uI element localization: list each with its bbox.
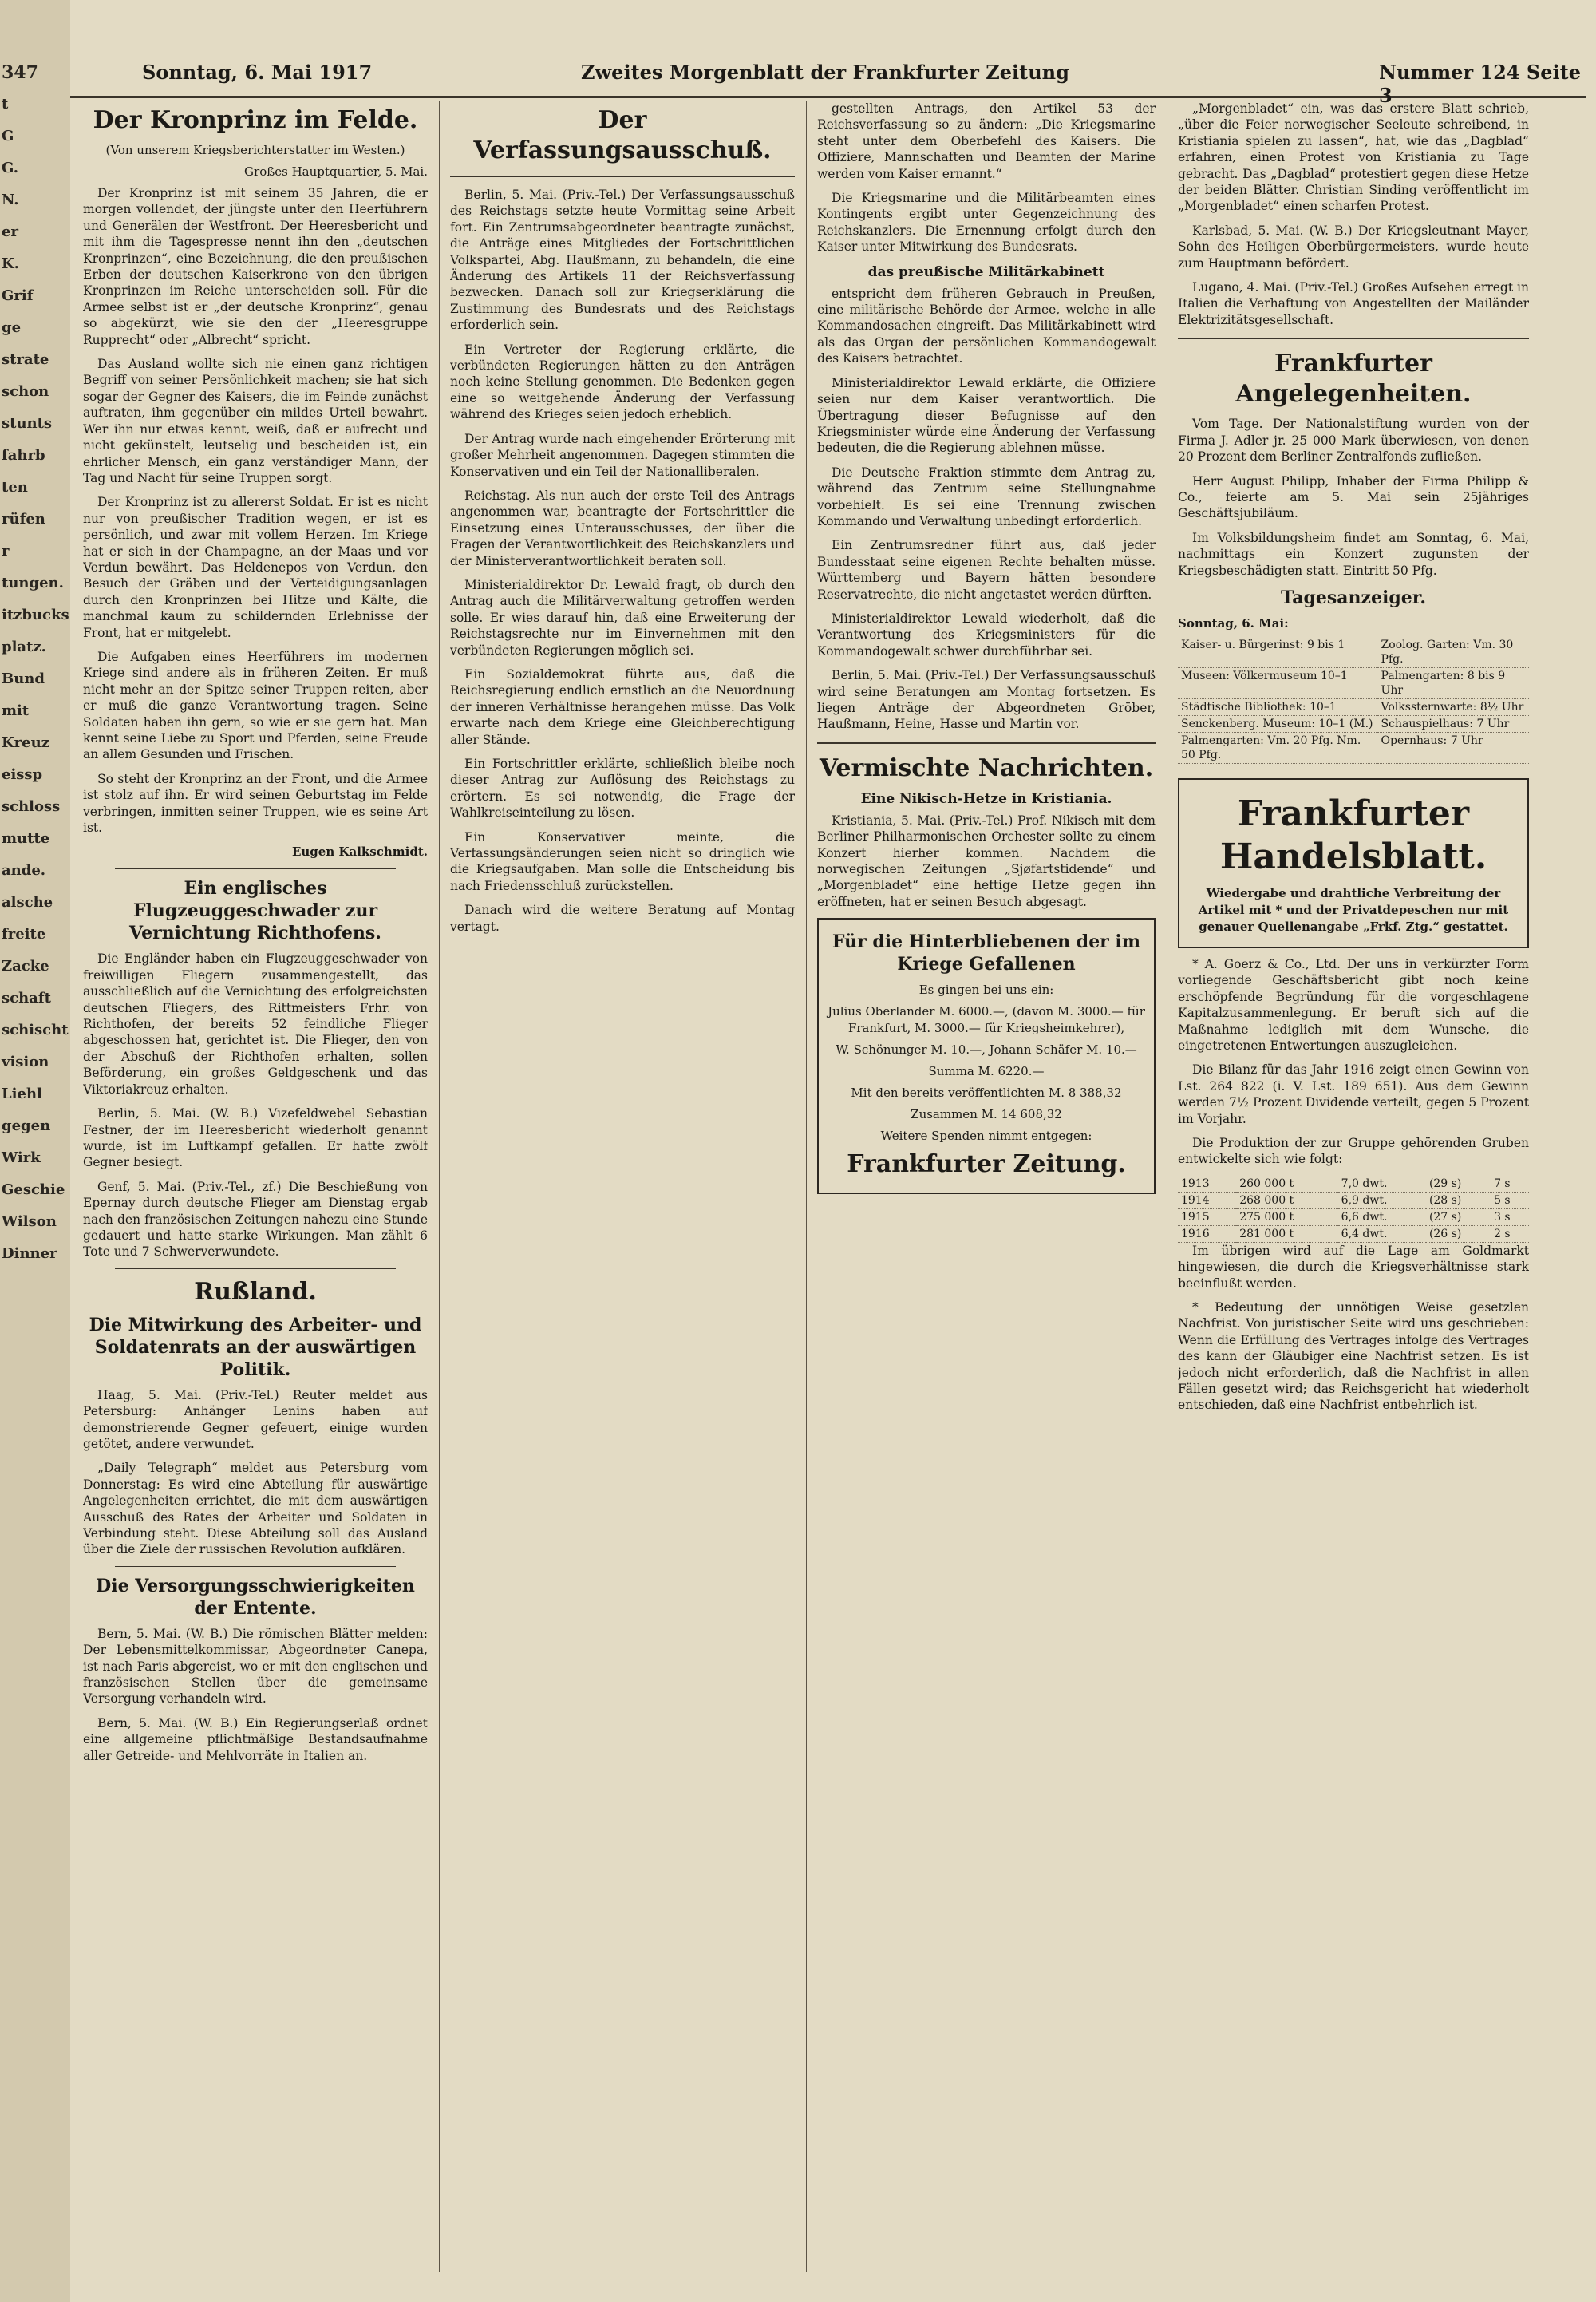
production-table xyxy=(1178,1176,1529,1243)
tagesanzeiger-title: Tagesanzeiger. xyxy=(1281,587,1426,608)
strip-fragment: freite xyxy=(2,926,46,943)
paragraph: Berlin, 5. Mai. (W. B.) Vizefeldwebel Sebastian Festner, der im Heeresbericht wiederholt genannt wurde, ist im Luftkampf gefallen. Er hatte zwölf Gegner besiegt. xyxy=(83,1106,428,1170)
column-rule xyxy=(806,101,807,2272)
table-cell: 281 000 t xyxy=(1236,1225,1337,1242)
table-cell: 7 s xyxy=(1491,1176,1529,1193)
article-signature: Eugen Kalkschmidt. xyxy=(291,844,428,860)
paragraph: Bern, 5. Mai. (W. B.) Ein Regierungserlaß ordnet eine allgemeine pflichtmäßige Bestandsaufnahme aller Getreide- und Mehlvorräte in Italien an. xyxy=(83,1715,428,1763)
article-subtitle: Eine Nikisch-Hetze in Kristiania. xyxy=(860,790,1112,807)
table-cell: 6,4 dwt. xyxy=(1338,1225,1426,1242)
paragraph: Weitere Spenden nimmt entgegen: xyxy=(880,1129,1092,1144)
table-row xyxy=(1178,1225,1529,1242)
strip-fragment: Liehl xyxy=(2,1086,42,1102)
paragraph: Mit den bereits veröffentlichten M. 8 388,32 xyxy=(851,1086,1122,1101)
strip-fragment: schischt xyxy=(2,1022,69,1038)
article-body xyxy=(450,187,795,935)
column-3 xyxy=(817,101,1156,2272)
paragraph: Der Antrag wurde nach eingehender Erörterung mit großer Mehrheit angenommen. Dagegen stimmten die Konservativen und ein Teil der Nationalliberalen. xyxy=(450,431,795,479)
table-cell: Palmengarten: 8 bis 9 Uhr xyxy=(1378,667,1529,698)
table-cell: Palmengarten: Vm. 20 Pfg. Nm. 50 Pfg. xyxy=(1178,732,1378,763)
donation-title: Für die Hinterbliebenen der im Kriege Gefallenen xyxy=(832,931,1141,975)
paragraph: Julius Oberlander M. 6000.—, (davon M. 3000.— für Frankfurt, M. 3000.— für Kriegsheimkehrer), xyxy=(828,1004,1145,1036)
table-cell: Zoolog. Garten: Vm. 30 Pfg. xyxy=(1378,637,1529,668)
strip-fragment: K. xyxy=(2,255,19,272)
tagesanzeiger-date: Sonntag, 6. Mai: xyxy=(1178,615,1289,631)
paragraph: „Daily Telegraph“ meldet aus Petersburg vom Donnerstag: Es wird eine Abteilung für auswärtige Angelegenheiten errichtet, die mit dem auswärtigen Ausschuß des Rates der Arbeiter und Soldaten in Verbindung steht. Diese Abteilung soll das Ausland über die Ziele der russischen Revolution aufklären. xyxy=(83,1461,428,1557)
paragraph: Ministerialdirektor Lewald erklärte, die Offiziere seien nur dem Kaiser verantwortlich. Die Übertragung dieser Befugnisse auf den Kriegsminister würde eine Änderung der Verfassung bedeuten, die die Regierung ablehnen müsse. xyxy=(817,375,1156,456)
paragraph: Die Bilanz für das Jahr 1916 zeigt einen Gewinn von Lst. 264 822 (i. V. Lst. 189 651). Aus dem Gewinn werden 7½ Prozent Dividende verteilt, gegen 5 Prozent im Vorjahr. xyxy=(1178,1062,1529,1126)
strip-fragment: schaft xyxy=(2,990,51,1007)
donation-box xyxy=(817,918,1156,1194)
strip-fragment: r xyxy=(2,543,10,560)
paragraph: Herr August Philipp, Inhaber der Firma Philipp & Co., feierte am 5. Mai sein 25jähriges Geschäftsjubiläum. xyxy=(1178,473,1529,521)
paragraph: Ein Fortschrittler erklärte, schließlich bleibe noch dieser Antrag zur Auflösung des Reichstags zu erörtern. Es sei notwendig, die Frage der Wahlkreiseinteilung zu lösen. xyxy=(450,757,795,821)
strip-fragment: alsche xyxy=(2,894,53,911)
table-cell: 268 000 t xyxy=(1236,1192,1337,1208)
paragraph: Zusammen M. 14 608,32 xyxy=(911,1107,1062,1122)
table-cell: 7,0 dwt. xyxy=(1338,1176,1426,1193)
handelsblatt-note: Wiedergabe und drahtliche Verbreitung der Artikel mit * und der Privatdepeschen nur mit genauer Quellenangabe „Frkf. Ztg.“ gestattet. xyxy=(1198,885,1509,934)
table-cell: 275 000 t xyxy=(1236,1208,1337,1225)
strip-fragment: ten xyxy=(2,479,28,496)
article-body xyxy=(83,951,428,1260)
strip-fragment: Geschie xyxy=(2,1181,65,1198)
paragraph: gestellten Antrags, den Artikel 53 der Reichsverfassung so zu ändern: „Die Kriegsmarine steht unter dem Oberbefehl des Kaisers. Die Offiziere, Mannschaften und Beamten der Marine werden vom Kaiser ernannt.“ xyxy=(817,101,1156,181)
masthead-title: Zweites Morgenblatt der Frankfurter Zeitung xyxy=(581,61,1069,84)
article-body xyxy=(1178,101,1529,328)
strip-fragment: Bund xyxy=(2,670,45,687)
donation-list xyxy=(827,982,1146,1145)
handelsblatt-header xyxy=(1178,778,1529,948)
paragraph: Ein Vertreter der Regierung erklärte, die verbündeten Regierungen hätten zu den Anträgen noch keine Stellung genommen. Die Bedenken gegen eine so weitgehende Änderung der Verfassung während des Krieges seien jedoch erheblich. xyxy=(450,342,795,422)
section-subhead: das preußische Militärkabinett xyxy=(867,263,1105,280)
column-rule xyxy=(439,101,440,2272)
strip-fragment: t xyxy=(2,96,9,113)
table-cell: Volkssternwarte: 8½ Uhr xyxy=(1378,698,1529,715)
paragraph: Lugano, 4. Mai. (Priv.-Tel.) Großes Aufsehen erregt in Italien die Verhaftung von Angestellten der Mailänder Elektrizitätsgesellschaft. xyxy=(1178,280,1529,327)
paragraph: Ministerialdirektor Dr. Lewald fragt, ob durch den Antrag auch die Militärverwaltung getroffen werden solle. Er wies darauf hin, daß eine Erweiterung der Reichstagsrechte nur im Einvernehmen mit den verbündeten Regierungen möglich sei. xyxy=(450,577,795,658)
strip-fragment: G. xyxy=(2,160,18,176)
article-title: Der Kronprinz im Felde. xyxy=(93,106,418,134)
handelsblatt-title: Frankfurter Handelsblatt. xyxy=(1219,793,1487,877)
paragraph: Vom Tage. Der Nationalstiftung wurden von der Firma J. Adler jr. 25 000 Mark überwiesen, von denen 20 Prozent dem Berliner Zentralfonds zufließen. xyxy=(1178,417,1529,465)
table-cell: 1914 xyxy=(1178,1192,1236,1208)
paragraph: Haag, 5. Mai. (Priv.-Tel.) Reuter meldet aus Petersburg: Anhänger Lenins haben auf demonstrierende Gegner gefeuert, einige wurden getötet, andere verwundet. xyxy=(83,1387,428,1451)
strip-fragment: ande. xyxy=(2,862,46,879)
paragraph: „Morgenbladet“ ein, was das erstere Blatt schrieb, „über die Feier norwegischer Seeleute schreibend, in Kristiania spielen zu lassen“, hat, wie das „Dagblad“ erfahren, einen Protest von Kristiania zu Tage gebracht. Das „Dagblad“ protestiert gegen diese Hetze der beiden Blätter. Christian Sinding veröffentlicht im „Morgenbladet“ einen scharfen Protest. xyxy=(1178,101,1529,214)
table-row xyxy=(1178,637,1529,668)
table-cell: Schauspielhaus: 7 Uhr xyxy=(1378,715,1529,732)
section-title: Frankfurter Angelegenheiten. xyxy=(1235,350,1472,409)
table-cell: 1915 xyxy=(1178,1208,1236,1225)
section-title: Vermischte Nachrichten. xyxy=(819,753,1154,782)
table-cell: 3 s xyxy=(1491,1208,1529,1225)
strip-fragment: mutte xyxy=(2,830,50,847)
paragraph: Summa M. 6220.— xyxy=(928,1064,1045,1079)
paragraph: Reichstag. Als nun auch der erste Teil des Antrags angenommen war, beantragte der Fortschrittler die Einsetzung eines Unterausschusses, der über die Fragen der Verantwortlichkeit des Reichskanzlers und der Ministerverantwortlichkeit beraten soll. xyxy=(450,488,795,568)
masthead-date: Sonntag, 6. Mai 1917 xyxy=(142,61,373,84)
paragraph: Ministerialdirektor Lewald wiederholt, daß die Verantwortung des Kriegsministers für die Kommandogewalt schwer durchführbar sei. xyxy=(817,611,1156,659)
tagesanzeiger-table xyxy=(1178,637,1529,764)
strip-fragment: schon xyxy=(2,383,49,400)
table-row xyxy=(1178,732,1529,763)
strip-fragment: schloss xyxy=(2,798,61,815)
table-row xyxy=(1178,667,1529,698)
paragraph: Ein Konservativer meinte, die Verfassungsänderungen seien nicht so dringlich wie die Kriegsaufgaben. Man solle die Entscheidung bis nach Friedensschluß zurückstellen. xyxy=(450,829,795,893)
paragraph: Berlin, 5. Mai. (Priv.-Tel.) Der Verfassungsausschuß wird seine Beratungen am Montag fortsetzen. Es liegen Anträge der Abgeordneten Gröber, Haußmann, Heine, Hasse und Martin vor. xyxy=(817,668,1156,732)
article-title: Die Versorgungsschwierigkeiten der Entente. xyxy=(96,1575,415,1619)
left-strip-fragments xyxy=(0,96,70,1263)
paragraph: Es gingen bei uns ein: xyxy=(918,983,1054,998)
paragraph: Bern, 5. Mai. (W. B.) Die römischen Blätter melden: Der Lebensmittelkommissar, Abgeordneter Canepa, ist nach Paris abgereist, wo er mit den englischen und französischen Stellen über die gemeinsame Versorgung verhandeln wird. xyxy=(83,1626,428,1707)
table-row xyxy=(1178,715,1529,732)
paragraph: Genf, 5. Mai. (Priv.-Tel., zf.) Die Beschießung von Epernay durch deutsche Flieger am Dienstag ergab nach den französischen Zeitungen nahezu eine Stunde gedauert und hatte starke Wirkungen. Man zählt 6 Tote und 7 Schwerverwundete. xyxy=(83,1179,428,1260)
paragraph: Ein Sozialdemokrat führte aus, daß die Reichsregierung endlich ernstlich an die Neuordnung der inneren Verhältnisse herangehen müsse. Das Volk erwarte nach dem Kriege eine Gleichberechtigung aller Stände. xyxy=(450,666,795,747)
masthead-issue: Nummer 124 Seite 3 xyxy=(1379,61,1581,107)
strip-fragment: er xyxy=(2,223,18,240)
article-title: Ein englisches Flugzeuggeschwader zur Vernichtung Richthofens. xyxy=(129,878,381,944)
strip-fragment: N. xyxy=(2,192,19,208)
article-body xyxy=(83,185,428,836)
strip-fragment: Kreuz xyxy=(2,734,49,751)
paragraph: Die Aufgaben eines Heerführers im modernen Kriege sind andere als in früheren Zeiten. Er muß nicht mehr an der Spitze seiner Truppen reiten, aber er muß die ganze Verantwortung tragen. Seine Soldaten haben ihn gern, so wie er sie gern hat. Man kennt seine Liebe zu Sport und Pferden, seine Freude an allem Gesunden und Frischen. xyxy=(83,649,428,762)
strip-fragment: Wilson xyxy=(2,1213,57,1230)
article-body xyxy=(817,813,1156,910)
column-1 xyxy=(83,101,428,2272)
strip-fragment: stunts xyxy=(2,415,53,432)
paragraph: Danach wird die weitere Beratung auf Montag vertagt. xyxy=(450,903,795,934)
adjacent-page-strip xyxy=(0,0,70,2302)
paragraph: Der Kronprinz ist mit seinem 35 Jahren, die er morgen vollendet, der jüngste unter den Heerführern und Generälen der Westfront. Der Heeresbericht und mit ihm die Tagespresse nennt ihn den „deutschen Kronprinzen“, eine Bezeichnung, die den preußischen Erben der deutschen Kaiserkrone von den übrigen Kronprinzen im Reiche unterscheiden soll. Für die Armee selbst ist er „der deutsche Kronprinz“, genau so abgekürzt, wie sie den der „Heeresgruppe Rupprecht“ oder „Albrecht“ spricht. xyxy=(83,186,428,347)
paragraph: Die Deutsche Fraktion stimmte dem Antrag zu, während das Zentrum seine Stellungnahme vorbehielt. Es sei eine Trennung zwischen Kommando und Verwaltung unbedingt erforderlich. xyxy=(817,465,1156,528)
table-cell: 5 s xyxy=(1491,1192,1529,1208)
strip-fragment: fahrb xyxy=(2,447,45,464)
article-body xyxy=(1178,1243,1529,1414)
table-cell: Städtische Bibliothek: 10–1 xyxy=(1178,698,1378,715)
strip-fragment: vision xyxy=(2,1054,49,1070)
donation-footer: Frankfurter Zeitung. xyxy=(847,1150,1126,1179)
strip-fragment: gegen xyxy=(2,1117,51,1134)
table-row xyxy=(1178,1192,1529,1208)
article-title: Die Mitwirkung des Arbeiter- und Soldatenrats an der auswärtigen Politik. xyxy=(89,1314,422,1380)
strip-fragment: strate xyxy=(2,351,49,368)
article-body xyxy=(817,286,1156,733)
article-body xyxy=(83,1626,428,1764)
paragraph: So steht der Kronprinz an der Front, und die Armee ist stolz auf ihn. Er wird seinen Geburtstag im Felde verbringen, inmitten seiner Truppen, wie es seine Art ist. xyxy=(83,771,428,836)
table-cell: 2 s xyxy=(1491,1225,1529,1242)
article-body xyxy=(83,1387,428,1558)
strip-fragment: Wirk xyxy=(2,1149,41,1166)
paragraph: Die Produktion der zur Gruppe gehörenden Gruben entwickelte sich wie folgt: xyxy=(1178,1136,1529,1167)
paragraph: Ein Zentrumsredner führt aus, daß jeder Bundesstaat seine eigenen Rechte behalten müsse. Württemberg und Bayern hätten besondere Reservatrechte, die nicht angetastet werden dürften. xyxy=(817,538,1156,602)
section-title: Rußland. xyxy=(194,1277,317,1306)
paragraph: entspricht dem früheren Gebrauch in Preußen, eine militärische Behörde der Armee, welche in alle Kommandosachen eingreift. Das Militärkabinett wird als das Organ der persönlichen Kommandogewalt des Kaisers betrachtet. xyxy=(817,286,1156,366)
left-page-number: 347 xyxy=(2,62,38,83)
paragraph: * Bedeutung der unnötigen Weise gesetzlen Nachfrist. Von juristischer Seite wird uns geschrieben: Wenn die Erfüllung des Vertrages infolge des Vertrages des kann der Gläubiger eine Nachfrist setzen. Es ist jedoch nicht erforderlich, daß die Nachfrist in allen Fällen gesetzt wird; das Reichsgericht hat wiederholt entschieden, daß eine Nachfrist entbehrlich ist. xyxy=(1178,1300,1529,1413)
dateline: Großes Hauptquartier, 5. Mai. xyxy=(244,164,428,179)
table-cell: 1916 xyxy=(1178,1225,1236,1242)
table-cell: 6,6 dwt. xyxy=(1338,1208,1426,1225)
table-cell: 260 000 t xyxy=(1236,1176,1337,1193)
table-cell: 6,9 dwt. xyxy=(1338,1192,1426,1208)
table-cell: Opernhaus: 7 Uhr xyxy=(1378,732,1529,763)
strip-fragment: mit xyxy=(2,702,30,719)
strip-fragment: platz. xyxy=(2,639,46,655)
table-cell: Museen: Völkermuseum 10–1 xyxy=(1178,667,1378,698)
strip-fragment: eissp xyxy=(2,766,43,783)
paragraph: Berlin, 5. Mai. (Priv.-Tel.) Der Verfassungsausschuß des Reichstags setzte heute Vormittag seine Arbeit fort. Ein Zentrumsabgeordneter beantragte zunächst, die Anträge eines Mitgliedes der Fortschrittlichen Volkspartei, Abg. Haußmann, zu behandeln, die eine Änderung des Artikels 11 der Reichsverfassung bezwecken. Danach soll zur Kriegserklärung die Zustimmung des Bundesrats und des Reichstags erforderlich sein. xyxy=(450,188,795,333)
article-body xyxy=(1178,416,1529,579)
strip-fragment: itzbucks xyxy=(2,607,69,623)
article-subtitle: (Von unserem Kriegsberichterstatter im Westen.) xyxy=(105,143,405,157)
article-body xyxy=(817,101,1156,255)
paragraph: Die Engländer haben ein Flugzeuggeschwader von freiwilligen Fliegern zusammengestellt, das ausschließlich auf die Vernichtung des erfolgreichsten deutschen Fliegers, des Rittmeisters Frhr. von Richthofen, der bereits 52 feindliche Flieger abgeschossen hat, gerichtet ist. Die Flieger, den von der Abschuß der Richthofen erhalten, sollen Beförderung, ein großes Geldgeschenk und das Viktoriakreuz erhalten. xyxy=(83,951,428,1097)
table-row xyxy=(1178,1208,1529,1225)
article-title: Der Verfassungsausschuß. xyxy=(473,106,772,164)
paragraph: Die Kriegsmarine und die Militärbeamten eines Kontingents ergibt unter Gegenzeichnung des Reichskanzlers. Die Ernennung erfolgt durch den Kaiser unter Mitwirkung des Bundesrats. xyxy=(817,191,1156,255)
table-cell: Senckenberg. Museum: 10–1 (M.) xyxy=(1178,715,1378,732)
paragraph: W. Schönunger M. 10.—, Johann Schäfer M. 10.— xyxy=(836,1042,1137,1058)
paragraph: Der Kronprinz ist zu allererst Soldat. Er ist es nicht nur von preußischer Tradition wegen, er ist es persönlich, und zwar mit vollem Herzen. Im Kriege hat er sich in der Champagne, an der Maas und vor Verdun bewährt. Das Heldenepos von Verdun, den Besuch der Gräben und der Verteidigungsanlagen durch den Kronprinzen bei Hitze und Kälte, die manchmal kaum zu schildernden Erlebnisse der Front, hat er mitgelebt. xyxy=(83,495,428,640)
paragraph: Das Ausland wollte sich nie einen ganz richtigen Begriff von seiner Persönlichkeit machen; sie hat sich sogar der Gegner des Kaisers, die im Feinde zunächst auftraten, ihm gegenüber ein mildes Urteil bewahrt. Wer ihn nur etwas kennt, weiß, daß er aufrecht und nicht gekünstelt, leutselig und bescheiden ist, ein ehrlicher Mensch, ein ganz verständiger Mann, der Tag und Nacht für seine Truppen sorgt. xyxy=(83,357,428,485)
paragraph: Kristiania, 5. Mai. (Priv.-Tel.) Prof. Nikisch mit dem Berliner Philharmonischen Orchester sollte zu einem Konzert hierher kommen. Nachdem die norwegischen Zeitungen „Sjøfartstidende“ und „Morgenbladet“ eine heftige Hetze gegen ihn eröffneten, hat er seinen Besuch abgesagt. xyxy=(817,813,1156,909)
article-body xyxy=(1178,956,1529,1168)
table-row xyxy=(1178,1176,1529,1193)
column-2 xyxy=(450,101,795,2272)
table-cell: (28 s) xyxy=(1426,1192,1491,1208)
masthead xyxy=(70,48,1586,107)
strip-fragment: Grif xyxy=(2,287,34,304)
strip-fragment: tungen. xyxy=(2,575,64,591)
table-cell: (27 s) xyxy=(1426,1208,1491,1225)
table-cell: Kaiser- u. Bürgerinst: 9 bis 1 xyxy=(1178,637,1378,668)
strip-fragment: Dinner xyxy=(2,1245,57,1262)
strip-fragment: ge xyxy=(2,319,22,336)
column-4 xyxy=(1178,101,1529,2272)
strip-fragment: G xyxy=(2,128,14,144)
paragraph: * A. Goerz & Co., Ltd. Der uns in verkürzter Form vorliegende Geschäftsbericht gibt noch keine erschöpfende Begründung für die vorgeschlagene Kapitalzusammenlegung. Er beruft sich auf die Maßnahme lediglich mit dem Wunsche, die eingetretenen Entwertungen auszugleichen. xyxy=(1178,956,1529,1053)
strip-fragment: Zacke xyxy=(2,958,49,975)
paragraph: Im übrigen wird auf die Lage am Goldmarkt hingewiesen, die durch die Kriegsverhältnisse stark beeinflußt werden. xyxy=(1178,1243,1529,1291)
table-cell: (26 s) xyxy=(1426,1225,1491,1242)
table-cell: 1913 xyxy=(1178,1176,1236,1193)
table-row xyxy=(1178,698,1529,715)
paragraph: Im Volksbildungsheim findet am Sonntag, 6. Mai, nachmittags ein Konzert zugunsten der Kriegsbeschädigten statt. Eintritt 50 Pfg. xyxy=(1178,530,1529,578)
strip-fragment: rüfen xyxy=(2,511,45,528)
table-cell: (29 s) xyxy=(1426,1176,1491,1193)
paragraph: Karlsbad, 5. Mai. (W. B.) Der Kriegsleutnant Mayer, Sohn des Heiligen Oberbürgermeisters, wurde heute zum Hauptmann befördert. xyxy=(1178,223,1529,271)
